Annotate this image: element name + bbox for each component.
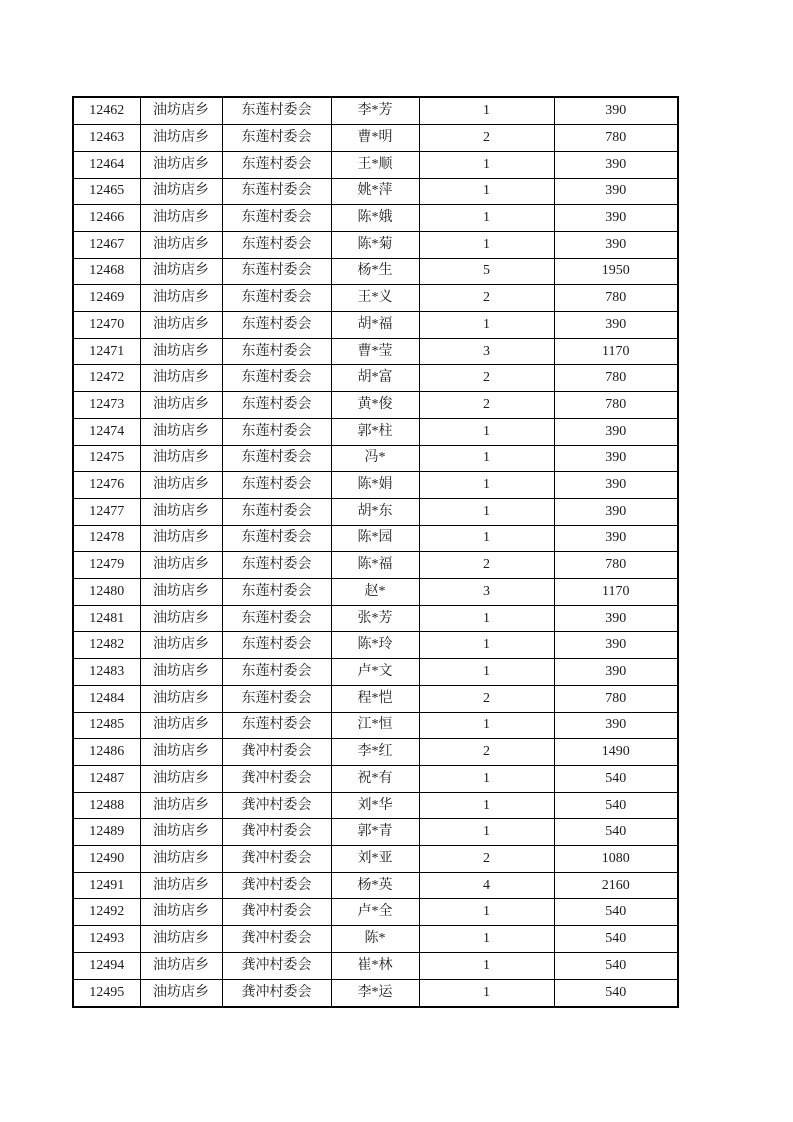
cell-village: 龚冲村委会 [222, 926, 331, 953]
cell-village: 龚冲村委会 [222, 872, 331, 899]
cell-name: 郭*青 [331, 819, 419, 846]
cell-amount: 540 [554, 952, 678, 979]
cell-id: 12487 [73, 765, 140, 792]
cell-count: 2 [419, 125, 554, 152]
cell-township: 油坊店乡 [140, 312, 222, 339]
cell-count: 1 [419, 525, 554, 552]
cell-amount: 780 [554, 552, 678, 579]
table-row [73, 979, 678, 1007]
cell-amount: 540 [554, 792, 678, 819]
cell-village: 东莲村委会 [222, 418, 331, 445]
cell-id: 12485 [73, 712, 140, 739]
cell-id: 12495 [73, 979, 140, 1007]
table-row [73, 178, 678, 205]
cell-village: 东莲村委会 [222, 285, 331, 312]
cell-township: 油坊店乡 [140, 579, 222, 606]
cell-count: 1 [419, 899, 554, 926]
cell-id: 12472 [73, 365, 140, 392]
cell-village: 东莲村委会 [222, 125, 331, 152]
cell-count: 2 [419, 846, 554, 873]
cell-amount: 780 [554, 285, 678, 312]
cell-amount: 390 [554, 525, 678, 552]
cell-name: 刘*亚 [331, 846, 419, 873]
cell-township: 油坊店乡 [140, 739, 222, 766]
cell-name: 崔*林 [331, 952, 419, 979]
cell-id: 12464 [73, 151, 140, 178]
cell-id: 12465 [73, 178, 140, 205]
cell-village: 东莲村委会 [222, 258, 331, 285]
cell-count: 1 [419, 205, 554, 232]
cell-count: 1 [419, 819, 554, 846]
table-row [73, 605, 678, 632]
cell-id: 12484 [73, 685, 140, 712]
cell-name: 郭*柱 [331, 418, 419, 445]
cell-name: 王*顺 [331, 151, 419, 178]
cell-count: 3 [419, 338, 554, 365]
cell-village: 东莲村委会 [222, 579, 331, 606]
cell-township: 油坊店乡 [140, 605, 222, 632]
cell-name: 陈*菊 [331, 231, 419, 258]
cell-id: 12471 [73, 338, 140, 365]
cell-name: 赵* [331, 579, 419, 606]
cell-id: 12475 [73, 445, 140, 472]
cell-amount: 1490 [554, 739, 678, 766]
cell-village: 龚冲村委会 [222, 792, 331, 819]
table-row [73, 97, 678, 125]
cell-amount: 780 [554, 392, 678, 419]
records-table-container [72, 96, 679, 1008]
cell-count: 1 [419, 792, 554, 819]
table-row [73, 338, 678, 365]
cell-township: 油坊店乡 [140, 979, 222, 1007]
table-row [73, 525, 678, 552]
cell-amount: 540 [554, 926, 678, 953]
table-row [73, 632, 678, 659]
cell-id: 12493 [73, 926, 140, 953]
cell-id: 12486 [73, 739, 140, 766]
table-row [73, 685, 678, 712]
table-row [73, 952, 678, 979]
cell-name: 陈*福 [331, 552, 419, 579]
cell-name: 陈* [331, 926, 419, 953]
cell-name: 曹*明 [331, 125, 419, 152]
cell-name: 李*芳 [331, 97, 419, 125]
cell-id: 12492 [73, 899, 140, 926]
cell-amount: 390 [554, 472, 678, 499]
cell-id: 12470 [73, 312, 140, 339]
cell-amount: 390 [554, 205, 678, 232]
cell-id: 12463 [73, 125, 140, 152]
cell-township: 油坊店乡 [140, 178, 222, 205]
cell-amount: 390 [554, 97, 678, 125]
cell-count: 1 [419, 712, 554, 739]
cell-village: 龚冲村委会 [222, 899, 331, 926]
cell-amount: 390 [554, 712, 678, 739]
cell-id: 12479 [73, 552, 140, 579]
cell-name: 胡*富 [331, 365, 419, 392]
cell-id: 12473 [73, 392, 140, 419]
cell-village: 东莲村委会 [222, 312, 331, 339]
cell-township: 油坊店乡 [140, 125, 222, 152]
cell-village: 东莲村委会 [222, 712, 331, 739]
cell-township: 油坊店乡 [140, 765, 222, 792]
cell-count: 1 [419, 151, 554, 178]
cell-township: 油坊店乡 [140, 792, 222, 819]
table-row [73, 926, 678, 953]
cell-count: 1 [419, 231, 554, 258]
cell-township: 油坊店乡 [140, 525, 222, 552]
cell-name: 刘*华 [331, 792, 419, 819]
cell-village: 龚冲村委会 [222, 979, 331, 1007]
table-row [73, 472, 678, 499]
cell-name: 胡*东 [331, 498, 419, 525]
cell-id: 12462 [73, 97, 140, 125]
cell-name: 陈*娥 [331, 205, 419, 232]
cell-township: 油坊店乡 [140, 846, 222, 873]
cell-name: 杨*生 [331, 258, 419, 285]
cell-amount: 390 [554, 498, 678, 525]
cell-count: 3 [419, 579, 554, 606]
table-row [73, 872, 678, 899]
cell-township: 油坊店乡 [140, 926, 222, 953]
cell-name: 陈*玲 [331, 632, 419, 659]
cell-village: 东莲村委会 [222, 605, 331, 632]
cell-township: 油坊店乡 [140, 338, 222, 365]
cell-amount: 1170 [554, 338, 678, 365]
table-row [73, 258, 678, 285]
cell-name: 姚*萍 [331, 178, 419, 205]
cell-name: 李*红 [331, 739, 419, 766]
cell-count: 1 [419, 312, 554, 339]
cell-name: 王*义 [331, 285, 419, 312]
cell-township: 油坊店乡 [140, 819, 222, 846]
cell-count: 2 [419, 365, 554, 392]
cell-name: 卢*全 [331, 899, 419, 926]
cell-township: 油坊店乡 [140, 231, 222, 258]
cell-count: 1 [419, 765, 554, 792]
cell-name: 胡*福 [331, 312, 419, 339]
cell-count: 1 [419, 498, 554, 525]
cell-amount: 390 [554, 231, 678, 258]
table-row [73, 285, 678, 312]
cell-amount: 390 [554, 659, 678, 686]
cell-village: 东莲村委会 [222, 659, 331, 686]
cell-id: 12467 [73, 231, 140, 258]
cell-name: 冯* [331, 445, 419, 472]
cell-count: 4 [419, 872, 554, 899]
cell-township: 油坊店乡 [140, 392, 222, 419]
cell-amount: 390 [554, 632, 678, 659]
table-row [73, 792, 678, 819]
cell-id: 12490 [73, 846, 140, 873]
cell-township: 油坊店乡 [140, 899, 222, 926]
table-row [73, 659, 678, 686]
table-row [73, 125, 678, 152]
cell-village: 东莲村委会 [222, 151, 331, 178]
cell-id: 12474 [73, 418, 140, 445]
cell-id: 12489 [73, 819, 140, 846]
cell-village: 龚冲村委会 [222, 739, 331, 766]
cell-village: 东莲村委会 [222, 552, 331, 579]
cell-amount: 390 [554, 445, 678, 472]
cell-name: 曹*莹 [331, 338, 419, 365]
cell-name: 程*恺 [331, 685, 419, 712]
cell-village: 东莲村委会 [222, 472, 331, 499]
cell-amount: 540 [554, 765, 678, 792]
cell-id: 12482 [73, 632, 140, 659]
cell-village: 东莲村委会 [222, 231, 331, 258]
cell-id: 12476 [73, 472, 140, 499]
cell-village: 东莲村委会 [222, 97, 331, 125]
cell-id: 12469 [73, 285, 140, 312]
cell-township: 油坊店乡 [140, 632, 222, 659]
table-row [73, 899, 678, 926]
cell-township: 油坊店乡 [140, 151, 222, 178]
table-row [73, 846, 678, 873]
cell-count: 1 [419, 97, 554, 125]
cell-count: 1 [419, 472, 554, 499]
cell-count: 2 [419, 739, 554, 766]
cell-amount: 390 [554, 312, 678, 339]
cell-village: 龚冲村委会 [222, 819, 331, 846]
records-table [72, 96, 679, 1008]
table-row [73, 418, 678, 445]
cell-count: 1 [419, 418, 554, 445]
cell-village: 东莲村委会 [222, 392, 331, 419]
cell-id: 12480 [73, 579, 140, 606]
cell-amount: 2160 [554, 872, 678, 899]
cell-township: 油坊店乡 [140, 712, 222, 739]
table-row [73, 392, 678, 419]
cell-township: 油坊店乡 [140, 498, 222, 525]
cell-village: 东莲村委会 [222, 205, 331, 232]
cell-amount: 1950 [554, 258, 678, 285]
cell-count: 1 [419, 659, 554, 686]
table-row [73, 151, 678, 178]
cell-township: 油坊店乡 [140, 285, 222, 312]
cell-village: 龚冲村委会 [222, 846, 331, 873]
cell-count: 2 [419, 685, 554, 712]
cell-name: 李*运 [331, 979, 419, 1007]
cell-name: 张*芳 [331, 605, 419, 632]
table-row [73, 231, 678, 258]
table-row [73, 819, 678, 846]
cell-village: 龚冲村委会 [222, 952, 331, 979]
cell-count: 1 [419, 605, 554, 632]
cell-village: 东莲村委会 [222, 498, 331, 525]
cell-township: 油坊店乡 [140, 872, 222, 899]
cell-village: 龚冲村委会 [222, 765, 331, 792]
cell-township: 油坊店乡 [140, 952, 222, 979]
cell-amount: 1080 [554, 846, 678, 873]
cell-count: 2 [419, 392, 554, 419]
cell-village: 东莲村委会 [222, 338, 331, 365]
cell-village: 东莲村委会 [222, 445, 331, 472]
table-row [73, 579, 678, 606]
cell-amount: 390 [554, 151, 678, 178]
table-row [73, 312, 678, 339]
cell-name: 祝*有 [331, 765, 419, 792]
cell-name: 杨*英 [331, 872, 419, 899]
cell-township: 油坊店乡 [140, 365, 222, 392]
cell-name: 黄*俊 [331, 392, 419, 419]
cell-count: 2 [419, 552, 554, 579]
cell-amount: 780 [554, 125, 678, 152]
table-row [73, 498, 678, 525]
cell-id: 12491 [73, 872, 140, 899]
cell-id: 12477 [73, 498, 140, 525]
cell-amount: 540 [554, 979, 678, 1007]
cell-id: 12494 [73, 952, 140, 979]
cell-count: 5 [419, 258, 554, 285]
cell-amount: 540 [554, 899, 678, 926]
cell-township: 油坊店乡 [140, 659, 222, 686]
cell-amount: 540 [554, 819, 678, 846]
cell-township: 油坊店乡 [140, 205, 222, 232]
cell-township: 油坊店乡 [140, 552, 222, 579]
cell-id: 12483 [73, 659, 140, 686]
cell-amount: 780 [554, 685, 678, 712]
cell-township: 油坊店乡 [140, 97, 222, 125]
table-body [73, 97, 678, 1007]
cell-village: 东莲村委会 [222, 525, 331, 552]
cell-id: 12478 [73, 525, 140, 552]
cell-count: 1 [419, 632, 554, 659]
cell-township: 油坊店乡 [140, 258, 222, 285]
cell-id: 12481 [73, 605, 140, 632]
table-row [73, 205, 678, 232]
cell-township: 油坊店乡 [140, 445, 222, 472]
cell-count: 1 [419, 445, 554, 472]
cell-count: 1 [419, 178, 554, 205]
cell-village: 东莲村委会 [222, 178, 331, 205]
cell-id: 12468 [73, 258, 140, 285]
table-row [73, 445, 678, 472]
table-row [73, 552, 678, 579]
table-row [73, 712, 678, 739]
cell-count: 1 [419, 952, 554, 979]
cell-name: 陈*娟 [331, 472, 419, 499]
cell-amount: 390 [554, 605, 678, 632]
cell-name: 陈*园 [331, 525, 419, 552]
cell-township: 油坊店乡 [140, 472, 222, 499]
cell-amount: 390 [554, 178, 678, 205]
cell-village: 东莲村委会 [222, 365, 331, 392]
cell-name: 卢*文 [331, 659, 419, 686]
cell-township: 油坊店乡 [140, 418, 222, 445]
cell-id: 12488 [73, 792, 140, 819]
cell-amount: 780 [554, 365, 678, 392]
cell-name: 江*恒 [331, 712, 419, 739]
table-row [73, 765, 678, 792]
table-row [73, 365, 678, 392]
cell-amount: 390 [554, 418, 678, 445]
cell-village: 东莲村委会 [222, 685, 331, 712]
cell-count: 1 [419, 926, 554, 953]
cell-count: 1 [419, 979, 554, 1007]
table-row [73, 739, 678, 766]
cell-amount: 1170 [554, 579, 678, 606]
cell-township: 油坊店乡 [140, 685, 222, 712]
cell-count: 2 [419, 285, 554, 312]
cell-village: 东莲村委会 [222, 632, 331, 659]
cell-id: 12466 [73, 205, 140, 232]
